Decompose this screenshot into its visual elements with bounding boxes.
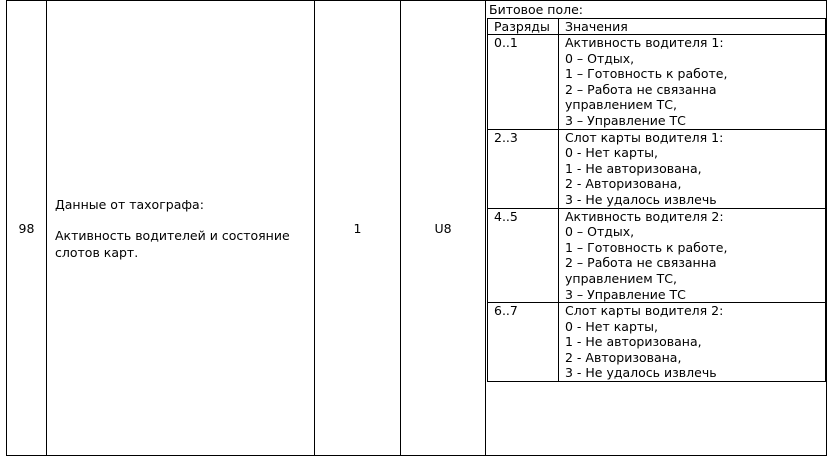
value-line: Слот карты водителя 1: [565, 129, 724, 145]
bits-header: Разряды [488, 19, 559, 35]
value-line: 3 - Не удалось извлечь [565, 191, 717, 207]
value-line: 0 – Отдых, [565, 224, 635, 240]
bitfield-table [487, 18, 826, 382]
description-line: слотов карт. [55, 244, 139, 260]
value-line: 2 – Работа не связанна [565, 255, 717, 271]
value-line: Активность водителя 1: [565, 35, 724, 50]
bitfield-header-row [488, 19, 826, 35]
value-line: 3 - Не удалось извлечь [565, 365, 717, 381]
description-line: Активность водителей и состояние [55, 227, 290, 243]
bits-range: 6..7 [488, 303, 559, 382]
value-line: Активность водителя 2: [565, 208, 724, 224]
value-line: 0 - Нет карты, [565, 318, 659, 334]
bitfield-row [488, 208, 826, 303]
value-line: 1 – Готовность к работе, [565, 239, 728, 255]
bitfield-cell [486, 1, 827, 456]
bitfield-row [488, 35, 826, 130]
row-number: 98 [7, 1, 47, 456]
value-line: 2 - Авторизована, [565, 349, 682, 365]
value-line: 1 - Не авторизована, [565, 334, 702, 350]
bitfield-row [488, 303, 826, 382]
value-line: 0 – Отдых, [565, 50, 635, 66]
bits-range: 4..5 [488, 208, 559, 303]
row-size: 1 [315, 1, 401, 456]
bits-values [559, 35, 826, 130]
value-line: 1 – Готовность к работе, [565, 66, 728, 82]
bitfield-row [488, 129, 826, 208]
table-row [7, 1, 827, 456]
description-title: Данные от тахографа: [55, 196, 204, 212]
bits-values [559, 129, 826, 208]
values-header: Значения [559, 19, 826, 35]
value-line: 2 - Авторизована, [565, 176, 682, 192]
spec-table [6, 0, 827, 456]
bits-values [559, 208, 826, 303]
bits-values [559, 303, 826, 382]
value-line: 1 - Не авторизована, [565, 160, 702, 176]
value-line: управлением ТС, [565, 270, 677, 286]
bits-range: 0..1 [488, 35, 559, 130]
value-line: 2 – Работа не связанна [565, 81, 717, 97]
value-line: Слот карты водителя 2: [565, 303, 724, 319]
bitfield-title: Битовое поле: [489, 2, 584, 17]
row-description [47, 1, 315, 456]
value-line: 0 - Нет карты, [565, 145, 659, 161]
row-type: U8 [401, 1, 486, 456]
value-line: управлением ТС, [565, 97, 677, 113]
value-line: 3 – Управление ТС [565, 286, 686, 302]
value-line: 3 – Управление ТС [565, 112, 686, 128]
bits-range: 2..3 [488, 129, 559, 208]
